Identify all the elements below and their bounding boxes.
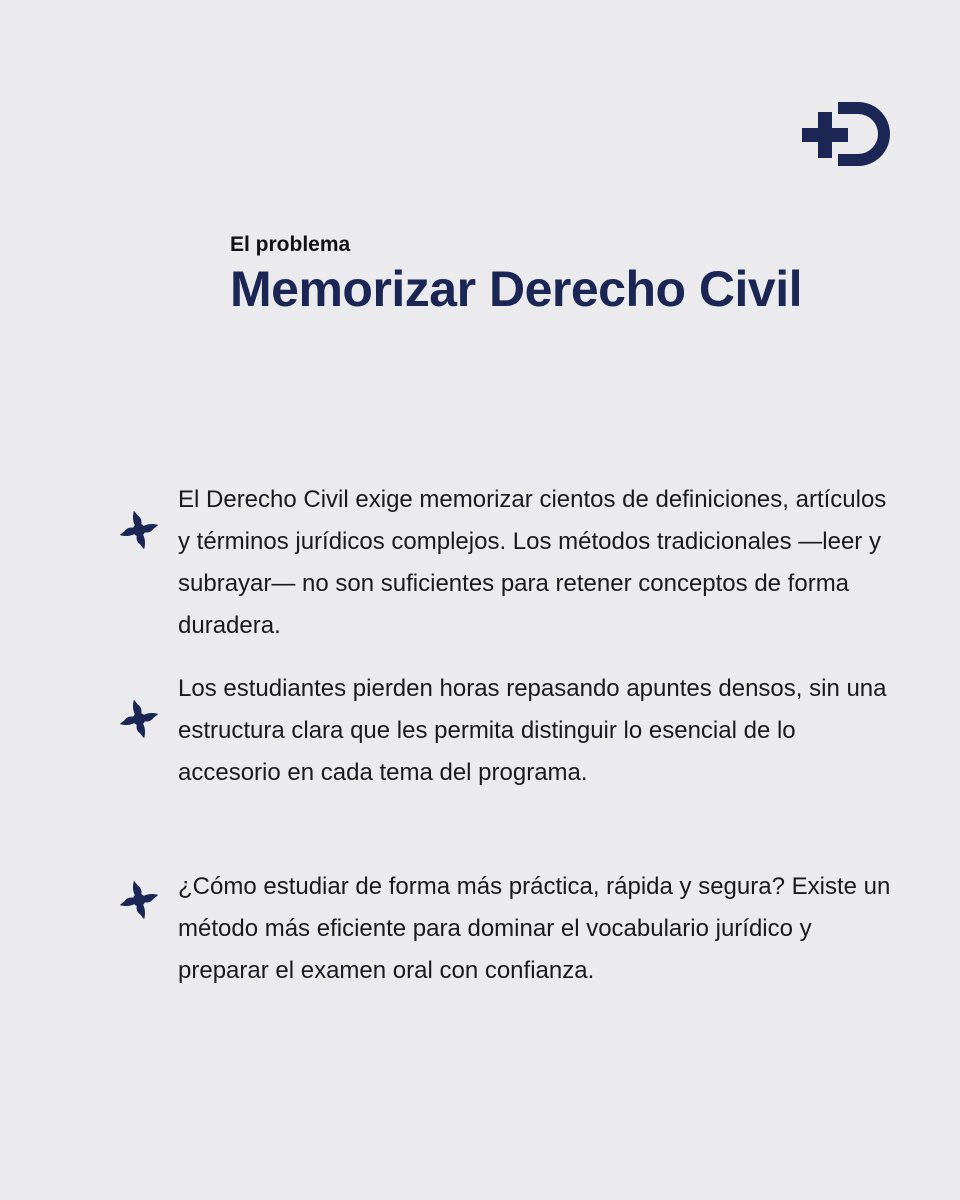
page-title: Memorizar Derecho Civil	[230, 261, 803, 317]
bullet-text: El Derecho Civil exige memorizar cientos de definiciones, artículos y términos jurídicos complejos. Los métodos tradicionales —leer y subrayar— no son suficientes para retener conceptos de forma duradera.	[178, 486, 887, 639]
bullet-text: ¿Cómo estudiar de forma más práctica, rápida y segura? Existe un método más eficiente para dominar el vocabulario jurídico y preparar el examen oral con confianza.	[178, 873, 891, 984]
star-flower-icon	[118, 698, 160, 740]
section-eyebrow: El problema	[230, 233, 351, 256]
plus-d-logo-icon	[802, 100, 892, 170]
star-flower-icon	[118, 879, 160, 921]
bullet-text: Los estudiantes pierden horas repasando apuntes densos, sin una estructura clara que les permita distinguir lo esencial de lo accesorio en cada tema del programa.	[178, 675, 887, 786]
star-flower-icon	[118, 509, 160, 551]
